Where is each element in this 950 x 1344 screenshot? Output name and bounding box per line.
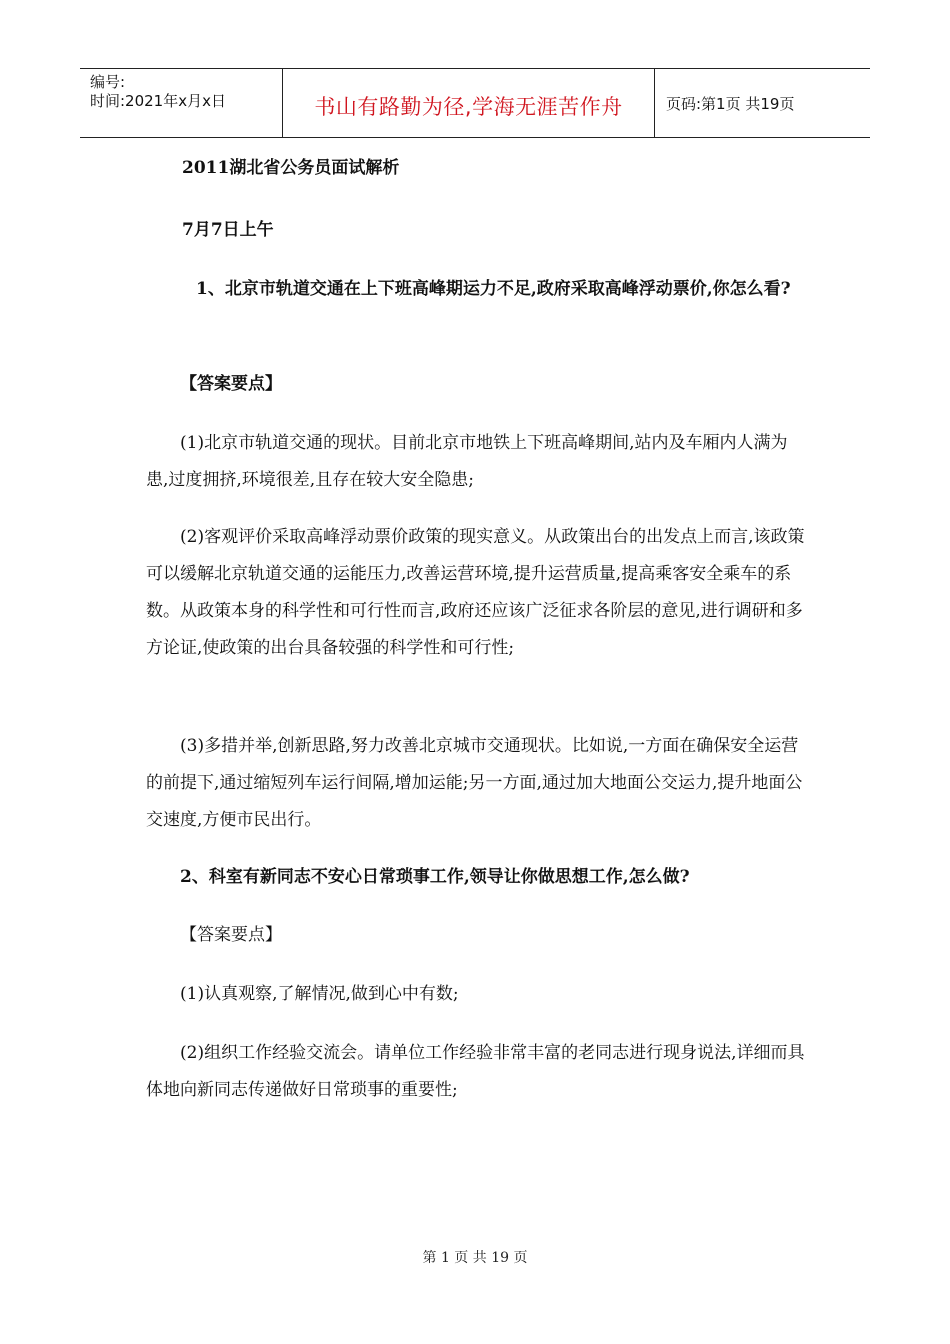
question-1: 1、北京市轨道交通在上下班高峰期运力不足,政府采取高峰浮动票价,你怎么看? xyxy=(196,279,791,299)
header-meta-cell xyxy=(80,69,283,137)
session-heading: 7月7日上午 xyxy=(182,220,274,240)
header-motto-cell xyxy=(283,69,655,137)
q2-point-1: (1)认真观察,了解情况,做到心中有数; xyxy=(180,984,459,1004)
page-footer: 第 1 页 共 19 页 xyxy=(422,1250,528,1266)
document-title: 2011湖北省公务员面试解析 xyxy=(182,158,400,178)
header-page-cell xyxy=(656,69,870,137)
q2-answer-label: 【答案要点】 xyxy=(180,925,282,945)
page-header xyxy=(80,68,870,138)
q1-point-2: (2)客观评价采取高峰浮动票价政策的现实意义。从政策出台的出发点上而言,该政策可以缓解北京轨道交通的运能压力,改善运营环境,提升运营质量,提高乘客安全乘车的系数。从政策本身的科学性和可行性而言,政府还应该广泛征求各阶层的意见,进行调研和多方论证,使政策的出台具备较强的科学性和可行性; xyxy=(146,527,805,658)
q1-point-1: (1)北京市轨道交通的现状。目前北京市地铁上下班高峰期间,站内及车厢内人满为患,过度拥挤,环境很差,且存在较大安全隐患; xyxy=(146,433,788,490)
header-page-info: 页码:第1页 共19页 xyxy=(666,95,795,113)
q2-point-2: (2)组织工作经验交流会。请单位工作经验非常丰富的老同志进行现身说法,详细而具体地向新同志传递做好日常琐事的重要性; xyxy=(146,1043,805,1100)
q1-answer-label: 【答案要点】 xyxy=(180,374,282,394)
q1-point-3: (3)多措并举,创新思路,努力改善北京城市交通现状。比如说,一方面在确保安全运营的前提下,通过缩短列车运行间隔,增加运能;另一方面,通过加大地面公交运力,提升地面公交速度,方便市民出行。 xyxy=(146,736,803,830)
question-2: 2、科室有新同志不安心日常琐事工作,领导让你做思想工作,怎么做? xyxy=(180,867,690,887)
document-number-label: 编号: xyxy=(90,73,126,91)
document-date-label: 时间:2021年x月x日 xyxy=(90,92,226,110)
header-motto: 书山有路勤为径,学海无涯苦作舟 xyxy=(314,95,623,119)
